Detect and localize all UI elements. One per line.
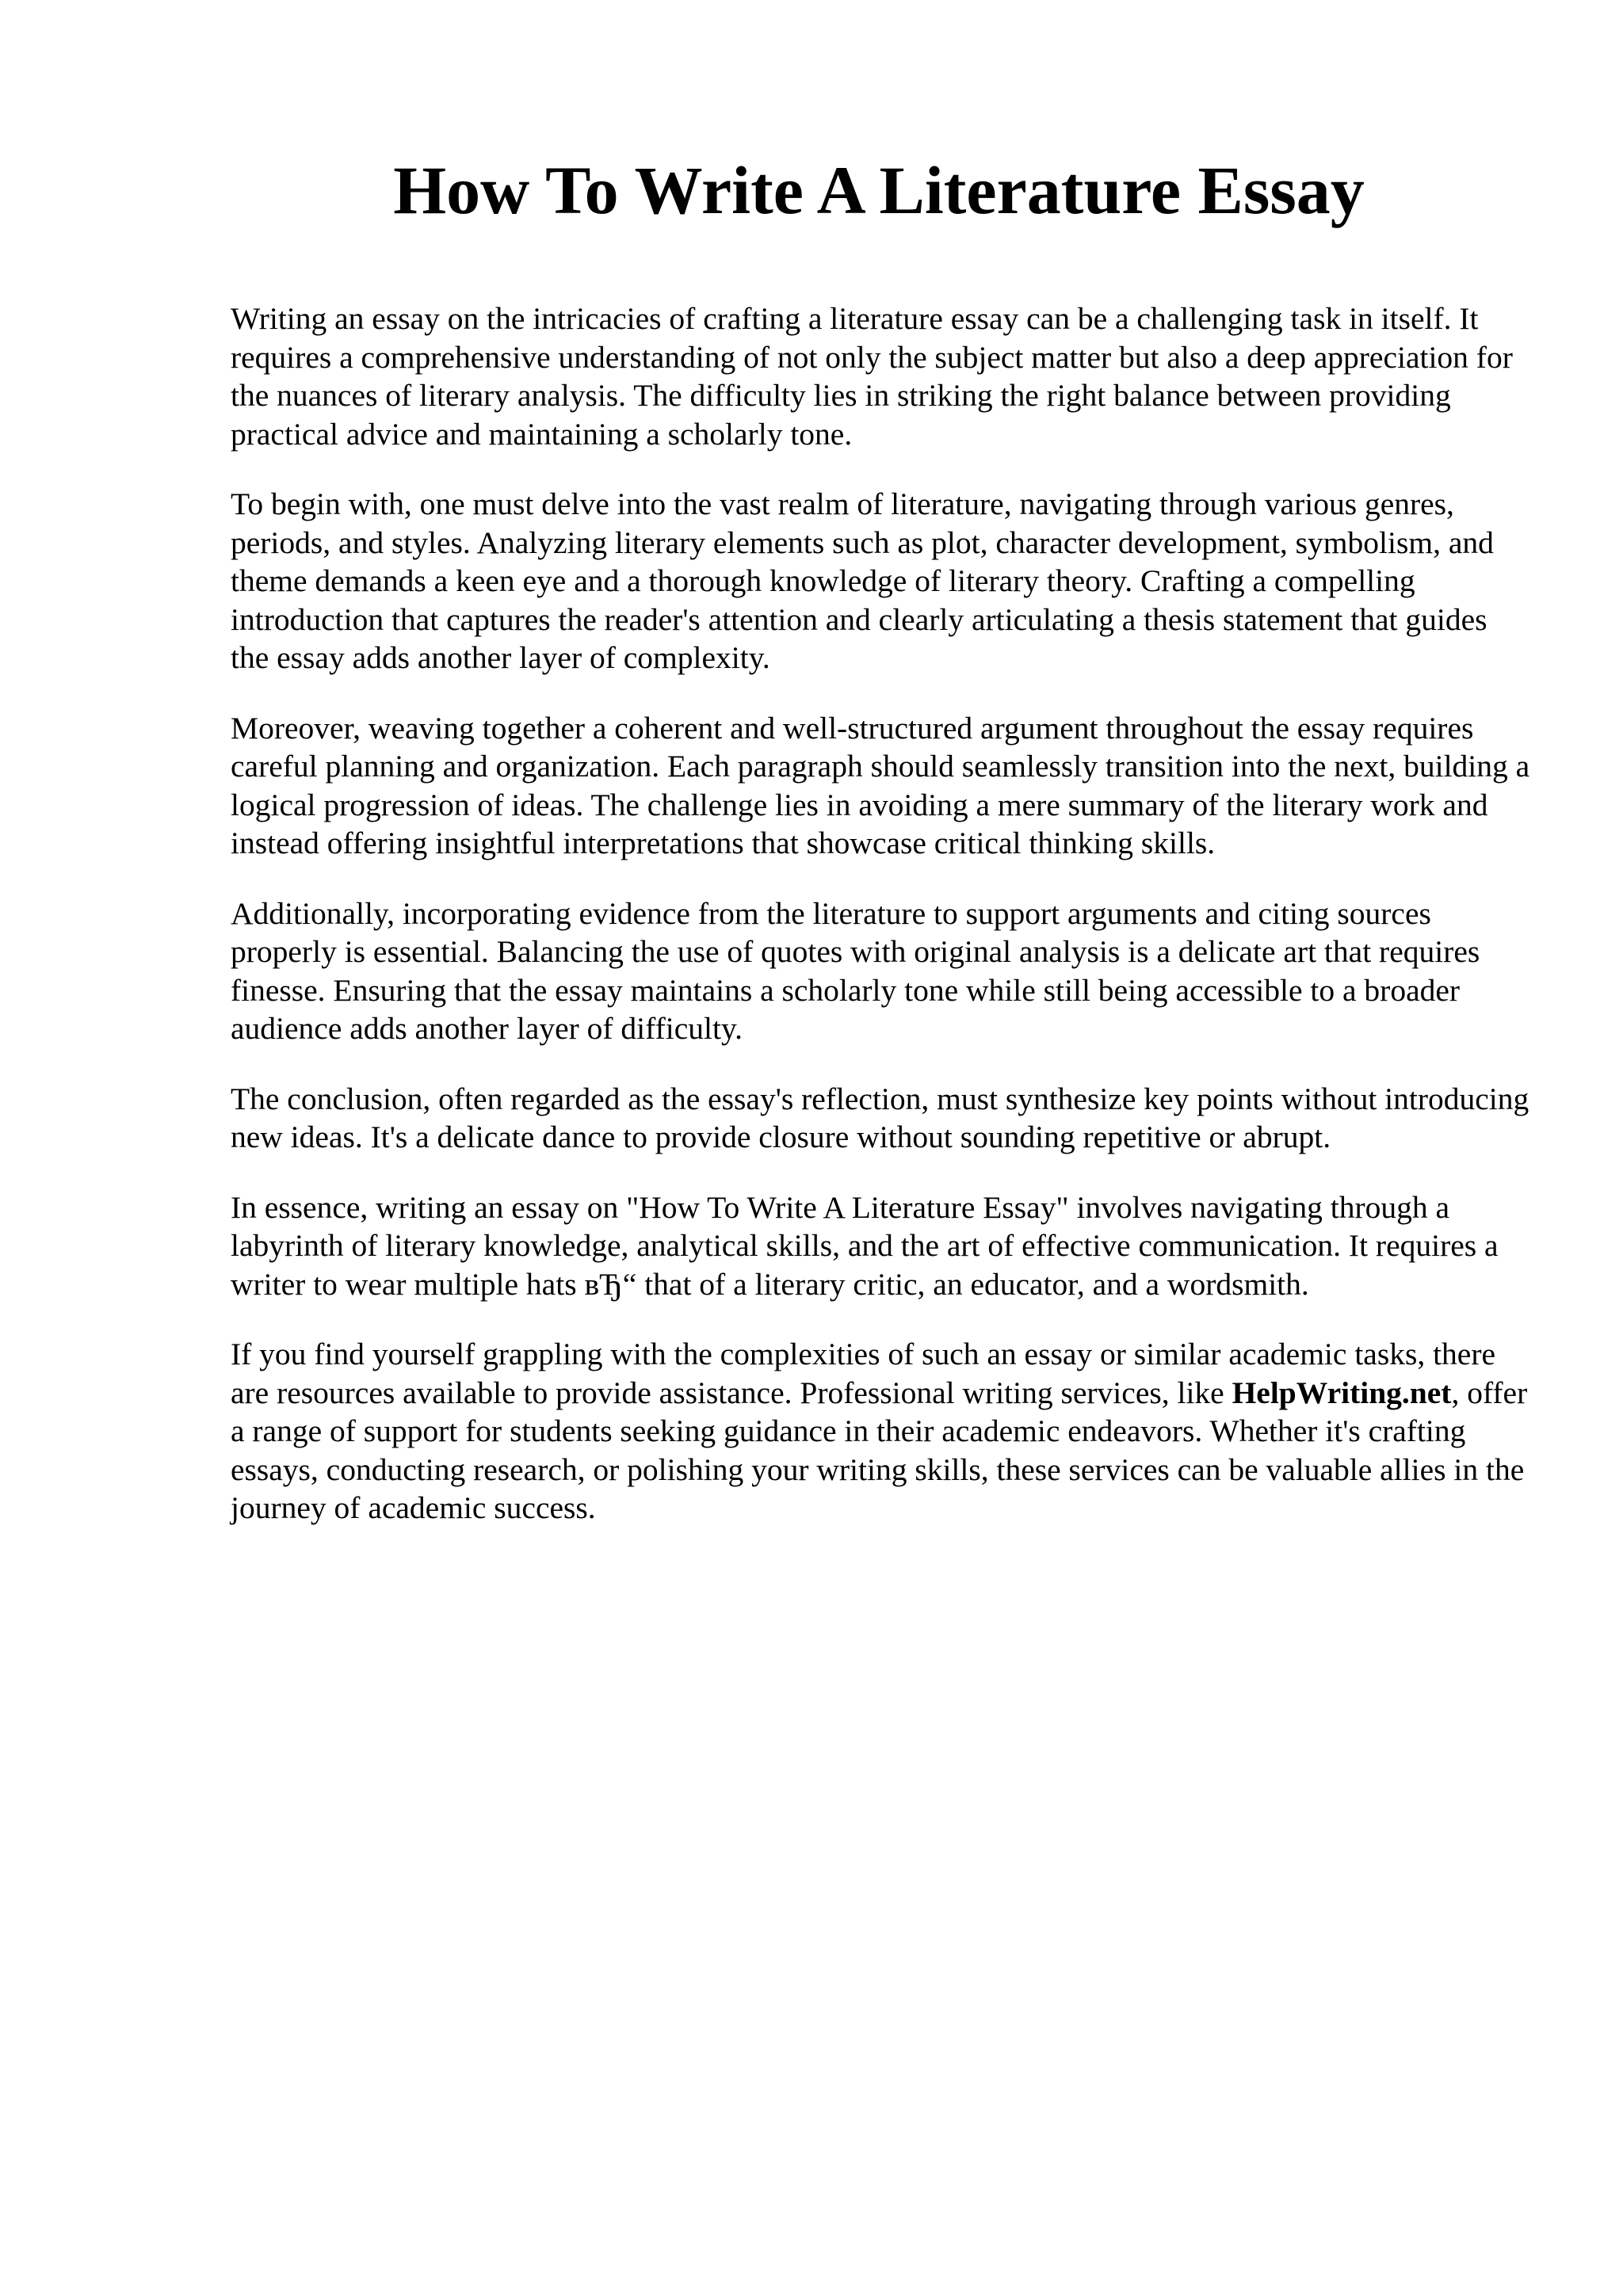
- paragraph-4: Additionally, incorporating evidence from the literature to support arguments and citing sources properly is essential. Balancing the use of quotes with original analysis is a delicate art that requires finesse. Ensuring that the essay maintains a scholarly tone while still being accessible to a broader audience adds another layer of difficulty.: [231, 895, 1480, 1046]
- document-body: [231, 299, 1530, 1559]
- page-title: How To Write A Literature Essay: [393, 152, 1365, 228]
- paragraph-6: In essence, writing an essay on "How To Write A Literature Essay" involves navigating through a labyrinth of literary knowledge, analytical skills, and the art of effective communication. It requires a writer to wear multiple hats вЂ“ that of a literary critic, an educator, and a wordsmith.: [231, 1189, 1499, 1302]
- paragraph-7-text-before-link: If you find yourself grappling with the complexities of such an essay or similar academic tasks, there are resources available to provide assistance. Professional writing services, like: [231, 1337, 1496, 1410]
- paragraph-7: [231, 1335, 1530, 1527]
- paragraph-7-text-after-link: , offer a range of support for students seeking guidance in their academic endeavors. Whether it's crafting essays, conducting research, or polishing your writing skills, these services can be valuable allies in the journey of academic success.: [231, 1375, 1528, 1525]
- paragraph-2: To begin with, one must delve into the vast realm of literature, navigating through various genres, periods, and styles. Analyzing literary elements such as plot, character development, symbolism, and theme demands a keen eye and a thorough knowledge of literary theory. Crafting a compelling introduction that captures the reader's attention and clearly articulating a thesis statement that guides the essay adds another layer of complexity.: [231, 486, 1494, 675]
- paragraph-1: Writing an essay on the intricacies of crafting a literature essay can be a challenging task in itself. It requires a comprehensive understanding of not only the subject matter but also a deep appreciation for the nuances of literary analysis. The difficulty lies in striking the right balance between providing practical advice and maintaining a scholarly tone.: [231, 301, 1513, 452]
- paragraph-5: The conclusion, often regarded as the essay's reflection, must synthesize key points without introducing new ideas. It's a delicate dance to provide closure without sounding repetitive or abrupt.: [231, 1081, 1529, 1154]
- paragraph-3: Moreover, weaving together a coherent and well-structured argument throughout the essay requires careful planning and organization. Each paragraph should seamlessly transition into the next, building a logical progression of ideas. The challenge lies in avoiding a mere summary of the literary work and instead offering insightful interpretations that showcase critical thinking skills.: [231, 710, 1530, 860]
- helpwriting-link[interactable]: HelpWriting.net: [1232, 1375, 1452, 1410]
